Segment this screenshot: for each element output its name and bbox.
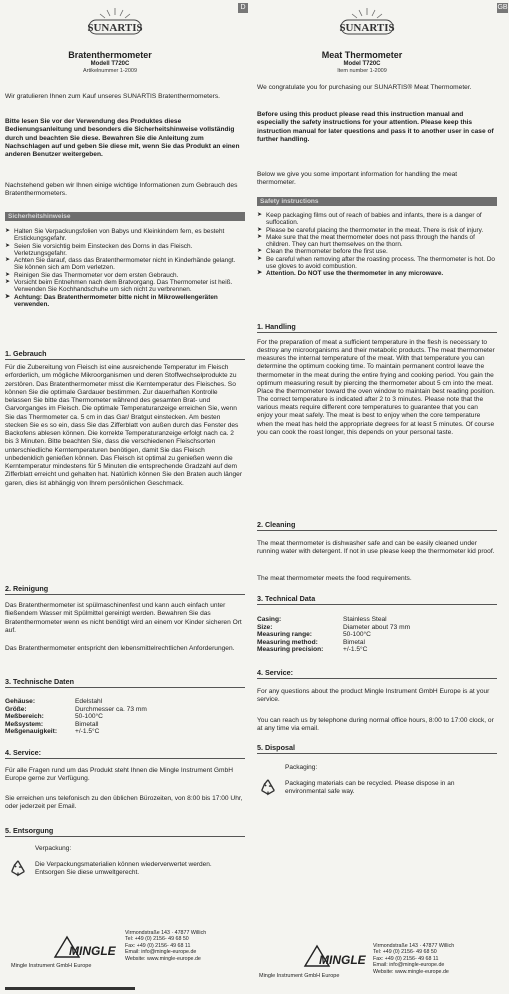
tech-row: Casing: Stainless Steal: [257, 616, 387, 623]
mingle-logo-text: MINGLE: [319, 953, 366, 967]
article-number: Artikelnummer 1-2009: [82, 68, 138, 74]
arrow-icon: ➤: [257, 270, 263, 277]
intro-text: We congratulate you for purchasing our SUNARTIS® Meat Thermometer.: [257, 84, 472, 91]
tech-row: Meßgenauigkeit: +/-1.5°C: [5, 728, 100, 736]
tech-row: Measuring precision: +/-1.5°C: [257, 646, 368, 654]
section-service-text: For any questions about the product Mingle Instrument GmbH Europe is at your service.: [257, 688, 490, 704]
safety-item: ➤ Clean the thermometer before the first use.: [257, 248, 388, 256]
disposal-text: Packaging materials can be recycled. Please dispose in an environmental safe way.: [285, 780, 455, 795]
section-disposal-title: 5. Disposal: [257, 743, 497, 754]
intro-text: Wir gratulieren Ihnen zum Kauf unseres SUNARTIS Bratenthermometers.: [5, 93, 220, 100]
safety-item: ➤ Vorsicht beim Entnehmen nach dem Bratvorgang. Das Thermometer ist heiß. Verwenden Sie Kochhandschuhe um sich nicht zu verbrennen.: [5, 279, 233, 294]
safety-item: ➤ Reinigen Sie das Thermometer vor dem ersten Gebrauch.: [5, 271, 179, 279]
footer-address: Virmondstraße 143 · 47877 Willich Tel: +49 (0) 2156- 49 68 50 Fax: +49 (0) 2156- 49 68 11 Email: info@mingle-europe.de Website: www.mingle-europe.de: [125, 930, 207, 962]
arrow-icon: ➤: [257, 212, 263, 218]
section-tech-title: 3. Technical Data: [257, 594, 497, 605]
arrow-icon: ➤: [5, 293, 11, 300]
section-cleaning-text: The meat thermometer is dishwasher safe and can be easily cleaned under running water with detergent. If not in use please keep the thermometer kid proof.: [257, 540, 495, 556]
safety-item: ➤ Seien Sie vorsichtig beim Einstecken des Dorns in das Fleisch. Verletzungsgefahr.: [5, 242, 193, 257]
mingle-logo-text: MINGLE: [69, 944, 116, 958]
english-column: [257, 0, 508, 994]
arrow-icon: ➤: [5, 257, 11, 264]
product-title: Bratenthermometer: [68, 50, 152, 60]
info-text: Below we give you some important information for handling the meat thermometer.: [257, 171, 458, 187]
language-tag-gb: GB: [497, 4, 508, 11]
section-cleaning-text-2: The meat thermometer meets the food requirements.: [257, 575, 412, 582]
tech-table: [257, 616, 497, 654]
arrow-icon: ➤: [257, 226, 263, 233]
model-number: Model T720C: [343, 61, 381, 67]
section-cleaning-text: Das Bratenthermometer ist spülmaschinenfest und kann auch einfach unter fließendem Wasser mit Spülmittel gereinigt werden. Bewahren Sie das Bratenthermometer wenn es nicht benötigt wird an einem vor Kinder sicheren Ort auf.: [5, 602, 242, 634]
recycle-icon: [9, 859, 27, 877]
arrow-icon: ➤: [257, 233, 263, 240]
sunartis-logo: [77, 6, 153, 40]
tech-row: Measuring method: Bimetal: [257, 638, 365, 646]
safety-list: [5, 228, 245, 308]
tech-row: Size: Diameter about 73 mm: [257, 623, 411, 631]
tech-row: Meßbereich: 50-100°C: [5, 713, 103, 721]
section-tech-title: 3. Technische Daten: [5, 677, 245, 688]
logo-text: SUNARTIS: [87, 22, 143, 34]
arrow-icon: ➤: [257, 255, 263, 262]
section-usage-title: 1. Gebrauch: [5, 349, 245, 360]
section-cleaning-title: 2. Cleaning: [257, 520, 497, 531]
arrow-icon: ➤: [5, 279, 11, 286]
tech-row: Größe: Durchmesser ca. 73 mm: [5, 705, 147, 713]
notice-text: Bitte lesen Sie vor der Verwendung des Produktes diese Bedienungsanleitung und besonders die Sicherheitshinweise vollständig durch und beachten Sie diese. Bewahren Sie die Anleitung zum Nachschlagen auf und geben Sie diese mit, wenn Sie das Produkt an einen anderen Benutzer weitergeben.: [5, 118, 240, 159]
safety-item: ➤ Halten Sie Verpackungsfolien von Babys und Kleinkindern fern, es besteht Erstickungsgefahr.: [5, 228, 225, 243]
info-text: Nachstehend geben wir Ihnen einige wichtige Informationen zum Gebrauch des Bratenthermometers.: [5, 182, 238, 198]
section-cleaning-title: 2. Reinigung: [5, 584, 245, 595]
section-service-title: 4. Service:: [5, 748, 245, 759]
safety-item: ➤ Achten Sie darauf, dass das Bratenthermometer nicht in Kinderhände gelangt. Sie können sich am Dorn verletzen.: [5, 257, 236, 272]
footer-address: Virmondstraße 143 · 47877 Willich Tel: +49 (0) 2156- 49 68 50 Fax: +49 (0) 2156- 49 68 11 Email: info@mingle-europe.de Website: www.mingle-europe.de: [373, 943, 455, 975]
model-number: Modell T720C: [90, 61, 130, 67]
section-disposal-title: 5. Entsorgung: [5, 826, 245, 837]
logo-text: SUNARTIS: [339, 22, 395, 34]
language-tag-de: D: [238, 3, 248, 13]
arrow-icon: ➤: [5, 228, 11, 234]
safety-item: ➤ Attention. Do NOT use the thermometer in any microwave.: [257, 270, 444, 278]
arrow-icon: ➤: [257, 248, 263, 255]
disposal-label: Verpackung:: [35, 845, 72, 852]
arrow-icon: ➤: [5, 271, 11, 278]
section-service-text-2: Sie erreichen uns telefonisch zu den üblichen Bürozeiten, von 8:00 bis 17:00 Uhr, oder jederzeit per Email.: [5, 795, 243, 811]
section-service-text: Für alle Fragen rund um das Produkt steht Ihnen die Mingle Instrument GmbH Europe gerne zur Verfügung.: [5, 767, 233, 783]
safety-item: ➤ Be careful when removing after the roasting process. The thermometer is hot. Do use gloves to avoid combustion.: [257, 255, 495, 271]
section-usage-text: Für die Zubereitung von Fleisch ist eine ausreichende Temperatur im Fleisch erforderlich, um mögliche Mikroorganismen und deren Stoffwechselprodukte zu zerstören. Das Bratenthermometer misst die Kerntemperatur des Fleisches. So können Sie die optimale Gardauer bestimmen. Zur dauerhaften Kontrolle belassen Sie bitte das Thermometer während des gesamten Brat- und Garvorganges im Fleisch. Die optimale Temperaturanzeige erreichen Sie, wenn Sie das Thermometer ca. 5 cm in das Gar/ Bratgut einstecken. Am besten stecken Sie es so ein, dass Sie das Zifferblatt von außen durch das Fenster des Backofens ablesen können. Die korrekte Temperaturanzeige erfolgt nach ca. 2 bis 3 Minuten. Bitte beachten Sie, dass die verschiedenen Fleischsorten unterschiedliche Kerntemperaturen benötigen, damit Sie das Fleisch unbedenklich genießen können. Das Fleisch ist optimal zu genießen wenn die Kerntemperatur mindestens für 5 Minuten die entsprechende Gradzahl auf dem Zifferblatt erreicht und gehalten hat. Natürlich können Sie den Braten auch länger garen, dies ist abhängig von Ihrem persönlichen Geschmack.: [5, 364, 243, 487]
safety-header: Sicherheitshinweise: [5, 212, 245, 221]
tech-row: Meßsystem: Bimetall: [5, 720, 99, 728]
safety-item: ➤ Please be careful placing the thermometer in the meat. There is risk of injury.: [257, 226, 484, 234]
tech-row: Measuring range: 50-100°C: [257, 631, 371, 639]
mingle-logo: [297, 940, 385, 970]
section-cleaning-text-2: Das Bratenthermometer entspricht den lebensmittelrechtlichen Anforderungen.: [5, 645, 235, 652]
section-service-title: 4. Service:: [257, 668, 497, 679]
product-title: Meat Thermometer: [321, 50, 403, 60]
safety-header: Safety instructions: [257, 197, 497, 206]
section-service-text-2: You can reach us by telephone during normal office hours, 8:00 to 17:00 clock, or at any time via email.: [257, 717, 494, 733]
arrow-icon: ➤: [5, 242, 11, 249]
safety-list: [257, 212, 497, 278]
section-handling-title: 1. Handling: [257, 322, 497, 333]
safety-item: ➤ Keep packaging films out of reach of babies and infants, there is a danger of suffocation.: [257, 212, 482, 227]
notice-text: Before using this product please read this instruction manual and especially the safety instructions for your attention. Please keep this instruction manual for later questions and pass it to another user in case of further handling.: [257, 111, 494, 143]
disposal-label: Packaging:: [285, 764, 318, 771]
safety-item: ➤ Achtung: Das Bratenthermometer bitte nicht in Mikrowellengeräten verwenden.: [5, 293, 218, 308]
german-column: [5, 0, 249, 994]
recycle-icon: [259, 778, 277, 796]
tech-table: [5, 698, 245, 736]
section-handling-text: For the preparation of meat a sufficient temperature in the flesh is necessary to destroy any microorganisms and their metabolic products. The meat thermometer measures the internal temperature of the meat. With that temperature you can determine the optimum cooking time. To maintain permanent control leave the thermometer in the meat during the entire frying and cooking period. You gain the optimum measuring result by piercing the thermometer about 5 cm into the meat. Place the thermometer toward the oven window to maintain best reading position. The correct temperature is indicated after 2 to 3 minutes. Please note that the various meats require different core temperatures to guarantee that you can enjoy your meat safely. The meat is best to enjoy when the core temperature when the meat has held the appropriate degrees for at least 5 minutes. Of course you can cook the roast longer, this depends on your personal taste.: [257, 339, 495, 436]
tech-row: Gehäuse: Edelstahl: [5, 698, 103, 705]
sunartis-logo: [329, 6, 405, 40]
footer-company: Mingle Instrument GmbH Europe: [259, 973, 340, 979]
footer-company: Mingle Instrument GmbH Europe: [11, 963, 92, 969]
safety-item: ➤ Make sure that the meat thermometer does not pass through the hands of children. They can hurt themselves on the thorn.: [257, 233, 475, 249]
disposal-text: Die Verpackungsmaterialien können wiederverwertet werden. Entsorgen Sie diese umweltgerecht.: [35, 861, 212, 876]
article-number: Item number 1-2009: [337, 68, 387, 74]
footer-bar: [5, 987, 135, 990]
mingle-logo: [47, 931, 135, 961]
